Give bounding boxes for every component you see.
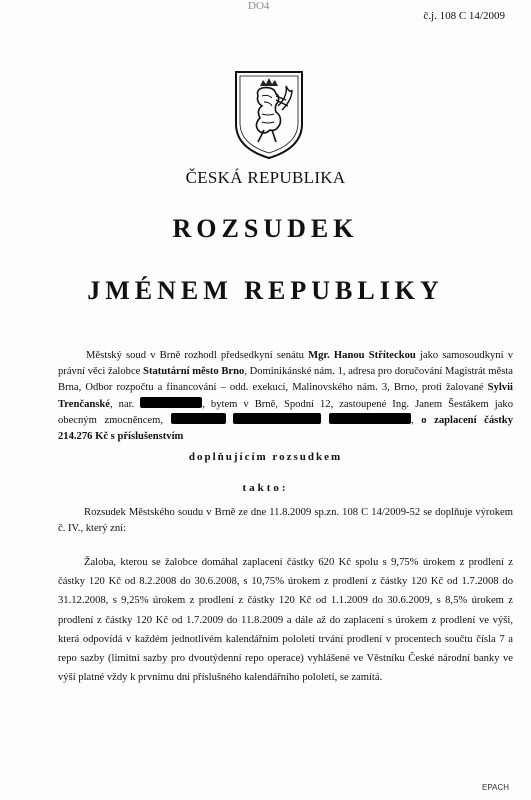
handwritten-mark: DO4 (248, 0, 270, 12)
decision-type: doplňujícím rozsudkem (188, 451, 343, 463)
intro-text-1: Městský soud v Brně rozhodl předsedkyní senátu (86, 350, 309, 361)
plaintiff-name: Statutární město Brno (143, 366, 245, 378)
redaction-block (140, 397, 202, 408)
ruling-paragraph (58, 505, 513, 537)
redaction-block (329, 413, 411, 424)
ruling-text: Rozsudek Městského soudu v Brně ze dne 11.8.2009 sp.zn. 108 C 14/2009-52 se doplňuje výrokem č. IV., který zní: (58, 507, 513, 535)
document-subtitle: JMÉNEM REPUBLIKY (87, 276, 444, 305)
footer-mark: EPACH (482, 783, 509, 792)
coat-of-arms-icon (228, 66, 310, 162)
intro-text-2: jako samosoudkyní v právní věci žalobce (58, 350, 513, 378)
verdict-paragraph (58, 553, 513, 687)
judge-name: Mgr. Hanou Stříteckou (308, 350, 416, 361)
takto-heading: takto: (242, 482, 289, 494)
redaction-block (233, 413, 321, 424)
intro-text-5: , bytem v Brně, Spodní 12, zastoupené Ing. Janem Šestákem jako obecným zmocněncem, (58, 398, 513, 426)
redaction-block (171, 413, 226, 424)
intro-text-4: , nar. (110, 398, 141, 410)
country-heading: ČESKÁ REPUBLIKA (185, 168, 346, 187)
verdict-text: Žaloba, kterou se žalobce domáhal zaplacení částky 620 Kč spolu s 9,75% úrokem z prodlení z částky 120 Kč od 8.2.2008 do 30.6.2008, s 10,75% úrokem z prodlení z částky 120 Kč od 1.7.2008 do 31.12.2008, s 9,25% úrokem z prodlení z částky 120 Kč od 1.1.2009 do 30.6.2009, s 8,5% úrokem z prodlení z částky 120 Kč od 1.7.2009 do 11.8.2009 a dále až do zaplacení s úrokem z prodlení ve výši, která odpovídá v každém jednotlivém kalendářním pololetí trvání prodlení v procentech součtu čísla 7 a repo sazby (limitní sazby pro dvoutýdenní repo operace) vyhlášené ve Věstníku České národní banky ve výši platné vždy k prvnímu dni příslušného kalendářního pololetí, se zamítá. (58, 557, 513, 684)
case-number: č.j. 108 C 14/2009 (423, 10, 505, 22)
claim-text: o zaplacení částky 214.276 Kč s příslušenstvím (58, 414, 513, 443)
document-title: ROZSUDEK (172, 214, 359, 243)
intro-text-3: , Dominikánské nám. 1, adresa pro doručování Magistrát města Brna, Odbor rozpočtu a financování – odd. exekucí, Malinovského nám. 3, Brno, proti žalované (58, 366, 513, 394)
intro-paragraph (58, 348, 513, 445)
intro-text-6: , (410, 414, 422, 426)
defendant-name: Sylvii Trenčanské (58, 382, 513, 410)
